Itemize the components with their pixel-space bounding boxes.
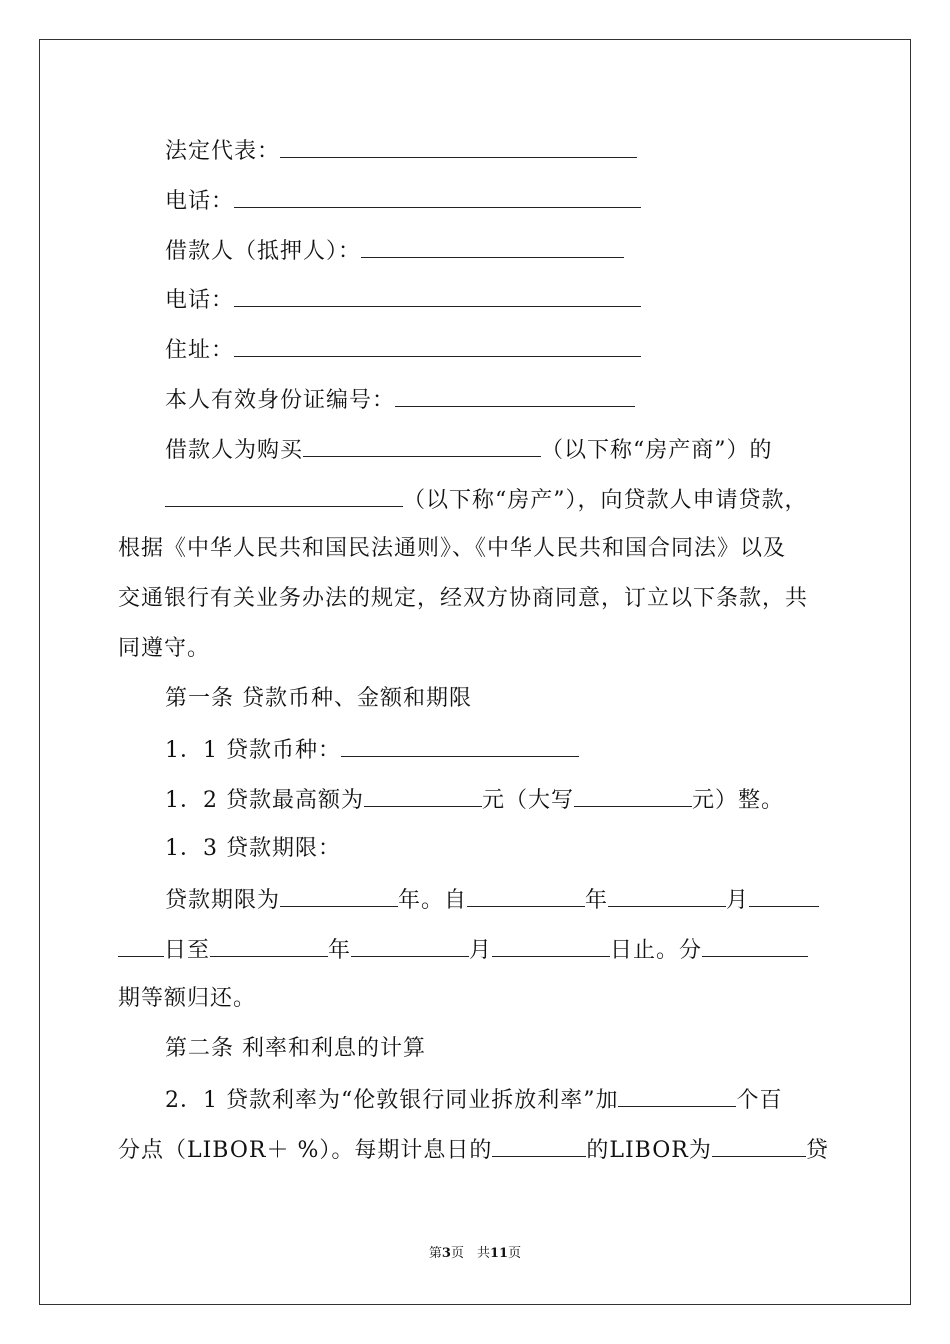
- term-end-line: [118, 934, 808, 966]
- borrower-line: [165, 235, 624, 267]
- libor-mid: 的LIBOR为: [586, 1138, 712, 1163]
- day-to-label: 日至: [164, 938, 211, 963]
- footer-suffix: 页: [508, 1246, 522, 1261]
- legal-representative-line: [165, 135, 637, 167]
- property-suffix: （以下称“房产”），向贷款人申请贷款，: [403, 488, 808, 513]
- id-number-line: [165, 384, 635, 416]
- amount-field[interactable]: [364, 784, 482, 807]
- amount-suffix: 元）整。: [692, 788, 785, 813]
- paragraph-line: 交通银行有关业务办法的规定，经双方协商同意，订立以下条款，共: [118, 586, 809, 611]
- borrower-label: 借款人（抵押人）：: [165, 239, 362, 264]
- amount-line: [165, 784, 784, 816]
- page-footer: [0, 1245, 950, 1263]
- amount-capital-field[interactable]: [574, 784, 692, 807]
- libor-suffix: 贷: [805, 1138, 829, 1163]
- footer-mid: 页 共: [450, 1246, 490, 1261]
- developer-suffix: （以下称“房产商”）的: [541, 438, 773, 463]
- phone-label-2: 电话：: [165, 288, 235, 313]
- id-number-label: 本人有效身份证编号：: [165, 388, 396, 413]
- term-label: 贷款期限为: [165, 888, 281, 913]
- rate-line: [165, 1084, 783, 1116]
- libor-label: 分点（LIBOR＋ %）。每期计息日的: [118, 1138, 493, 1163]
- term-line: [165, 884, 819, 916]
- article-heading: 第一条 贷款币种、金额和期限: [165, 686, 472, 711]
- borrower-field[interactable]: [361, 235, 624, 258]
- total-pages: 11: [489, 1246, 509, 1261]
- article-heading: 第二条 利率和利息的计算: [165, 1036, 426, 1061]
- libor-date-field[interactable]: [492, 1134, 586, 1157]
- year-label: 年: [585, 888, 609, 913]
- legal-representative-field[interactable]: [280, 135, 637, 158]
- phone-field-2[interactable]: [234, 284, 641, 307]
- address-field[interactable]: [234, 334, 641, 357]
- footer-prefix: 第: [428, 1246, 442, 1261]
- currency-field[interactable]: [341, 734, 579, 757]
- developer-field[interactable]: [303, 434, 541, 457]
- currency-label: 1．1 贷款币种：: [165, 738, 341, 763]
- id-number-field[interactable]: [395, 384, 635, 407]
- rate-label: 2．1 贷款利率为“伦敦银行同业拆放利率”加: [165, 1088, 619, 1113]
- year-label: 年: [328, 938, 352, 963]
- phone-line-1: [165, 185, 641, 217]
- paragraph-line: 同遵守。: [118, 636, 211, 661]
- term-years-field[interactable]: [280, 884, 398, 907]
- end-day-field[interactable]: [492, 934, 610, 957]
- purchase-label: 借款人为购买: [165, 438, 304, 463]
- term-heading: 1．3 贷款期限：: [165, 836, 341, 861]
- paragraph-line: 根据《中华人民共和国民法通则》、《中华人民共和国合同法》以及: [118, 536, 787, 561]
- start-day-field-cont[interactable]: [118, 934, 164, 957]
- page-number: 3: [441, 1246, 451, 1261]
- address-line: [165, 334, 641, 366]
- phone-label-1: 电话：: [165, 189, 235, 214]
- start-year-field[interactable]: [467, 884, 585, 907]
- end-month-field[interactable]: [351, 934, 469, 957]
- currency-line: [165, 734, 579, 766]
- property-line: [165, 484, 808, 516]
- month-label: 月: [726, 888, 750, 913]
- libor-value-field[interactable]: [712, 1134, 806, 1157]
- rate-points-field[interactable]: [618, 1084, 736, 1107]
- repayment-line: 期等额归还。: [118, 986, 257, 1011]
- libor-line: [118, 1134, 829, 1166]
- phone-field-1[interactable]: [234, 185, 641, 208]
- purchase-line: [165, 434, 773, 466]
- end-year-field[interactable]: [210, 934, 328, 957]
- address-label: 住址：: [165, 338, 235, 363]
- month-label: 月: [469, 938, 493, 963]
- phone-line-2: [165, 284, 641, 316]
- start-day-field[interactable]: [749, 884, 819, 907]
- term-from: 年。自: [398, 888, 468, 913]
- legal-representative-label: 法定代表：: [165, 139, 281, 164]
- amount-label: 1．2 贷款最高额为: [165, 788, 364, 813]
- property-field[interactable]: [165, 484, 403, 507]
- installments-label: 日止。分: [610, 938, 703, 963]
- amount-mid: 元（大写: [482, 788, 575, 813]
- installments-field[interactable]: [702, 934, 808, 957]
- start-month-field[interactable]: [608, 884, 726, 907]
- rate-suffix: 个百: [736, 1088, 783, 1113]
